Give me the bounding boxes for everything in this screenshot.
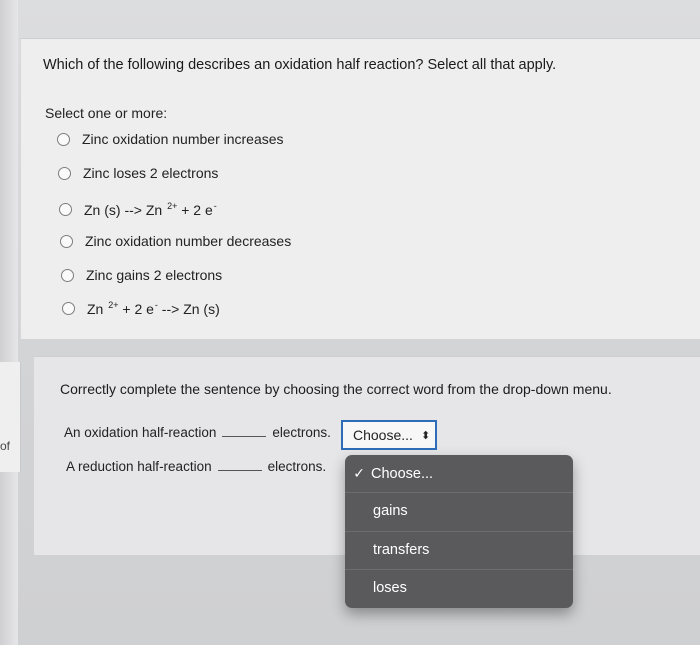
edge-text: of [0,439,11,453]
option-zinc-oxidation-increases[interactable] [57,131,284,147]
menu-item-label: transfers [373,542,430,558]
menu-item-loses[interactable] [345,569,573,606]
option-label: Zinc loses 2 electrons [83,165,219,181]
question-card [20,38,700,339]
sentence-suffix: electrons. [267,459,327,474]
previous-page-panel [0,362,21,472]
menu-item-gains[interactable] [345,492,573,529]
checkbox-circle-icon[interactable] [61,269,74,282]
previous-page-edge [0,0,18,645]
option-equation: Zn $^{2+}$ + 2 e- --> Zn (s) [87,300,220,317]
fill-in-instruction: Correctly complete the sentence by choosing the correct word from the drop-down menu. [60,381,612,397]
menu-item-choose[interactable] [345,455,573,492]
oxidation-dropdown[interactable] [341,420,437,450]
option-label: Zinc oxidation number decreases [85,233,292,249]
sentence-reduction [66,459,326,474]
sentence-prefix: An oxidation half-reaction [64,425,217,440]
blank-line [218,470,262,471]
option-label: Zinc gains 2 electrons [86,267,223,283]
option-zn2plus-to-zn[interactable] [62,300,220,317]
sentence-oxidation [64,425,331,440]
menu-item-label: loses [373,580,407,596]
menu-item-transfers[interactable] [345,531,573,568]
checkmark-icon: ✓ [353,465,365,481]
menu-item-label: Choose... [371,465,434,482]
select-instruction: Select one or more: [45,105,168,121]
option-zinc-loses-electrons[interactable] [58,165,218,181]
checkbox-circle-icon[interactable] [57,133,70,146]
checkbox-circle-icon[interactable] [60,235,73,248]
blank-line [222,436,266,437]
option-zinc-gains-electrons[interactable] [61,267,222,283]
option-label: Zinc oxidation number increases [82,131,284,147]
menu-item-label: gains [373,503,408,519]
checkbox-circle-icon[interactable] [59,203,72,216]
sentence-suffix: electrons. [272,425,331,440]
question-text: Which of the following describes an oxidation half reaction? Select all that apply. [43,57,557,73]
option-zn-to-zn2plus[interactable] [59,201,217,218]
sentence-prefix: A reduction half-reaction [66,459,212,474]
option-equation: Zn (s) --> Zn $^{2+}$ + 2 e- [84,201,217,218]
dropdown-menu [345,455,573,608]
checkbox-circle-icon[interactable] [58,167,71,180]
dropdown-value: Choose... [353,427,413,443]
checkbox-circle-icon[interactable] [62,302,75,315]
option-zinc-oxidation-decreases[interactable] [60,233,291,249]
updown-arrow-icon: ⬍ [420,429,431,442]
